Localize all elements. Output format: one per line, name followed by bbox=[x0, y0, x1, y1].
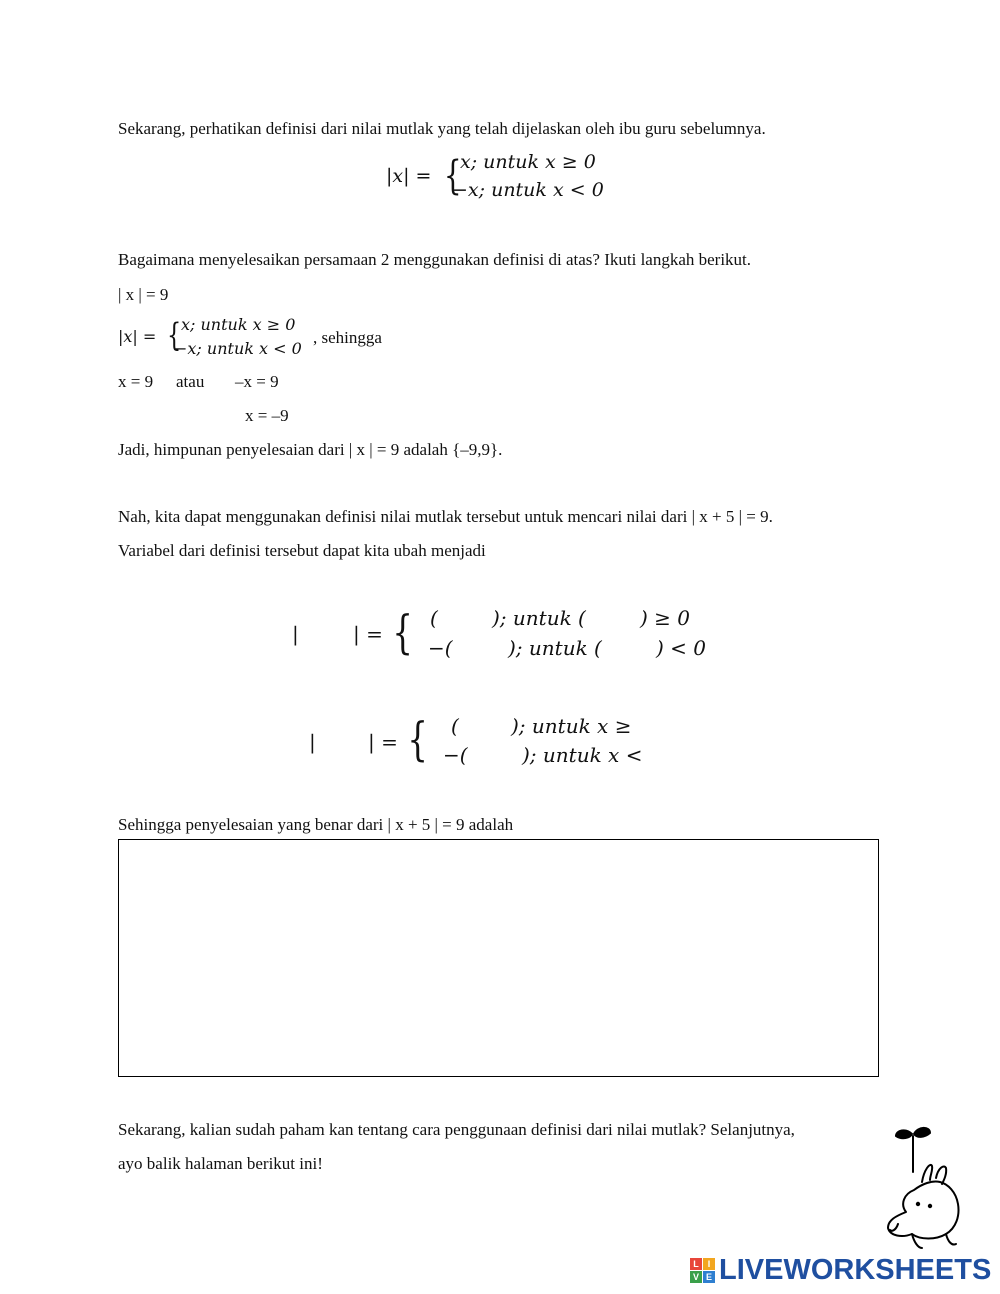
step-neg-x-equals-9: –x = 9 bbox=[235, 372, 279, 391]
logo-text: LIVEWORKSHEETS bbox=[719, 1253, 992, 1286]
row1-condition: ); untuk x ≥ bbox=[511, 714, 632, 738]
answer-textarea[interactable] bbox=[118, 839, 879, 1077]
row2-value-input[interactable] bbox=[458, 635, 506, 661]
abs-bar-right: | = bbox=[353, 622, 383, 646]
inline-def-row-2: −x; untuk x < 0 bbox=[174, 339, 302, 358]
left-brace: { bbox=[167, 316, 182, 354]
row2-open-paren: −( bbox=[443, 743, 468, 767]
row1-untuk: ); untuk ( bbox=[492, 606, 586, 630]
row1-condition-input[interactable] bbox=[590, 605, 636, 631]
step-x-equals-neg-9: x = –9 bbox=[245, 406, 289, 425]
abs-variable-input[interactable] bbox=[302, 620, 350, 646]
closing-line-2: ayo balik halaman berikut ini! bbox=[118, 1154, 323, 1173]
row1-condition: ) ≥ 0 bbox=[640, 606, 690, 630]
row2-untuk: ); untuk ( bbox=[508, 636, 602, 660]
row1-open-paren: ( bbox=[451, 714, 459, 738]
row2-open-paren: −( bbox=[428, 636, 453, 660]
abs-bar-left: | bbox=[309, 730, 316, 754]
definition-lhs: |x| = bbox=[386, 165, 432, 187]
inline-def-suffix: , sehingga bbox=[313, 328, 382, 347]
logo-badge-letter: I bbox=[703, 1258, 715, 1270]
question-text: Bagaimana menyelesaikan persamaan 2 menggunakan definisi di atas? Ikuti langkah berikut. bbox=[118, 250, 752, 269]
logo-badge-letter: E bbox=[703, 1271, 715, 1283]
intro-text: Sekarang, perhatikan definisi dari nilai mutlak yang telah dijelaskan oleh ibu guru sebelumnya. bbox=[118, 119, 766, 138]
paragraph-line-2: Variabel dari definisi tersebut dapat kita ubah menjadi bbox=[118, 541, 486, 560]
row1-open-paren: ( bbox=[430, 606, 438, 630]
row2-value-input[interactable] bbox=[474, 741, 520, 767]
row2-condition: ); untuk x < bbox=[522, 743, 643, 767]
definition-row-1: x; untuk x ≥ 0 bbox=[460, 151, 596, 173]
closing-line-1: Sekarang, kalian sudah paham kan tentang cara penggunaan definisi dari nilai mutlak? Selanjutnya, bbox=[118, 1120, 795, 1139]
row2-bound-input[interactable] bbox=[650, 741, 690, 767]
liveworksheets-logo bbox=[690, 1253, 991, 1287]
paragraph-line-1: Nah, kita dapat menggunakan definisi nilai mutlak tersebut untuk mencari nilai dari | x + 5 | = 9. bbox=[118, 507, 773, 526]
left-brace: { bbox=[443, 153, 462, 199]
row2-condition: ) < 0 bbox=[656, 636, 706, 660]
answer-label: Sehingga penyelesaian yang benar dari | x + 5 | = 9 adalah bbox=[118, 815, 514, 834]
abs-bar-right: | = bbox=[368, 730, 398, 754]
left-brace: { bbox=[392, 605, 413, 659]
abs-bar-left: | bbox=[292, 622, 299, 646]
row1-bound-input[interactable] bbox=[638, 712, 678, 738]
definition-row-2: −x; untuk x < 0 bbox=[452, 179, 604, 201]
step-atau: atau bbox=[176, 372, 205, 391]
row1-value-input[interactable] bbox=[464, 712, 510, 738]
logo-badge bbox=[690, 1258, 715, 1283]
row2-condition-input[interactable] bbox=[608, 635, 654, 661]
logo-badge-letter: L bbox=[690, 1258, 702, 1270]
abs-expression-input[interactable] bbox=[320, 728, 366, 754]
mascot-illustration bbox=[884, 1120, 964, 1252]
inline-def-row-1: x; untuk x ≥ 0 bbox=[181, 315, 296, 334]
equation-text: | x | = 9 bbox=[118, 285, 169, 304]
inline-def-lhs: |x| = bbox=[118, 327, 157, 346]
conclusion-text: Jadi, himpunan penyelesaian dari | x | = 9 adalah {–9,9}. bbox=[118, 440, 503, 459]
left-brace: { bbox=[407, 712, 428, 766]
logo-badge-letter: V bbox=[690, 1271, 702, 1283]
step-x-equals-9: x = 9 bbox=[118, 372, 154, 391]
row1-value-input[interactable] bbox=[443, 605, 491, 631]
